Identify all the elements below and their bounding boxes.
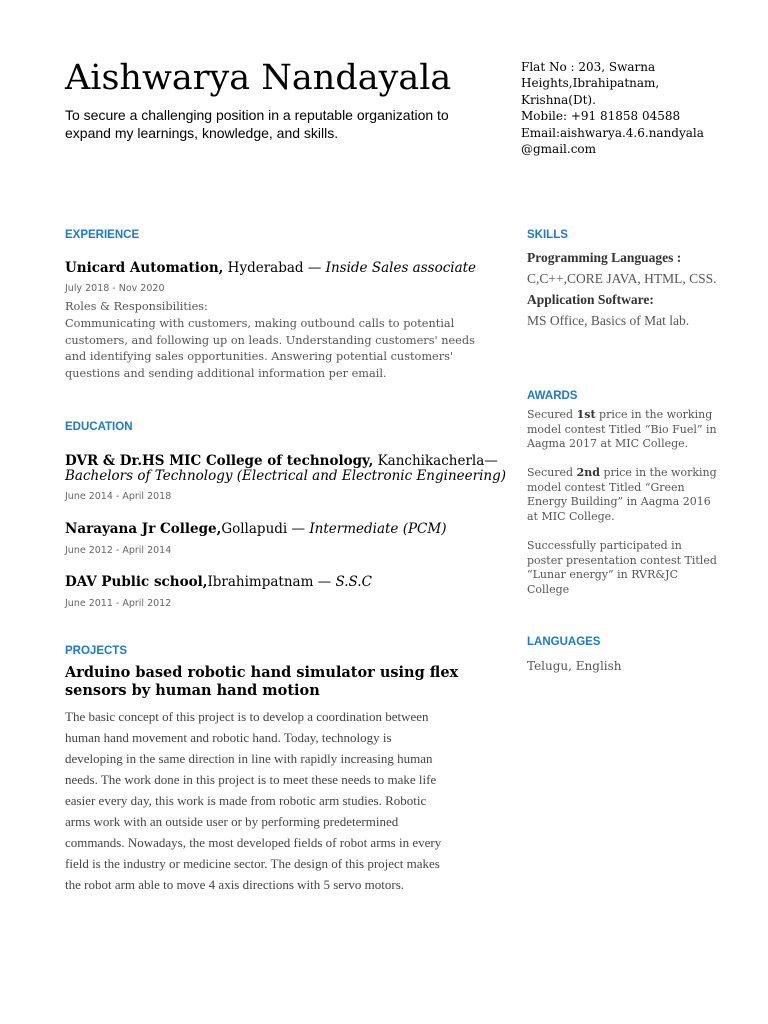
award-text: Secured xyxy=(527,466,577,479)
project-title: Arduino based robotic hand simulator using flex sensors by human hand motion xyxy=(65,664,459,699)
degree: Bachelors of Technology (Electrical and Electronic Engineering) xyxy=(65,468,507,484)
education-item-2 xyxy=(65,521,446,537)
application-label: Application Software: xyxy=(527,292,654,307)
languages-heading: LANGUAGES xyxy=(527,636,601,648)
education-degree-1 xyxy=(65,468,506,484)
education-dates-2: June 2012 - April 2014 xyxy=(65,545,172,556)
award-text: Secured xyxy=(527,408,577,421)
programming-value: C,C++,CORE JAVA, HTML, CSS. xyxy=(527,271,717,286)
roles-heading: Roles & Responsibilities: xyxy=(65,300,208,313)
company-name: Unicard Automation, xyxy=(65,260,224,276)
award-item-1 xyxy=(527,408,717,452)
school-place: Kanchikacherla— xyxy=(373,453,498,469)
education-dates-3: June 2011 - April 2012 xyxy=(65,598,172,609)
school-place: Gollapudi — xyxy=(221,521,310,537)
candidate-name: Aishwarya Nandayala xyxy=(65,58,452,98)
contact-mobile: Mobile: +91 81858 04588 xyxy=(521,109,681,124)
contact-email: Email:aishwarya.4.6.nandyala xyxy=(521,125,704,140)
school-place: Ibrahimpatnam — xyxy=(207,574,336,590)
experience-description: Communicating with customers, making outbound calls to potential customers, and following up on leads. Understanding customers' needs and identifying sales opportunities. Answering potential customers' questions and sending additional information per email. xyxy=(65,317,475,380)
education-item-3 xyxy=(65,574,372,590)
contact-block xyxy=(521,59,721,157)
awards-heading: AWARDS xyxy=(527,390,578,402)
experience-dates: July 2018 - Nov 2020 xyxy=(65,283,165,294)
project-line: human hand movement and robotic hand. Today, technology is xyxy=(65,730,392,745)
contact-line: Krishna(Dt). xyxy=(521,92,596,107)
award-item-3 xyxy=(527,539,717,597)
degree: Intermediate (PCM) xyxy=(309,521,447,537)
project-description xyxy=(65,706,485,895)
award-text: Successfully participated in poster presentation contest Titled “Lunar energy” in RVR&JC College xyxy=(527,539,717,596)
degree: S.S.C xyxy=(335,574,372,590)
programming-label: Programming Languages : xyxy=(527,250,682,265)
project-line: field is the industry or medicine sector. The design of this project makes xyxy=(65,856,440,871)
project-line: needs. The work done in this project is to meet these needs to make life xyxy=(65,772,437,787)
award-rank: 1st xyxy=(576,408,596,421)
project-line: commands. Nowadays, the most developed fields of robot arms in every xyxy=(65,835,442,850)
education-item-1 xyxy=(65,453,498,469)
application-value: MS Office, Basics of Mat lab. xyxy=(527,313,690,328)
award-text: price in the working model contest Titled “Bio Fuel” in Aagma 2017 at MIC College. xyxy=(527,408,717,451)
education-dates-1: June 2014 - April 2018 xyxy=(65,491,172,502)
experience-title-line xyxy=(65,260,476,276)
company-location: Hyderabad — xyxy=(223,260,326,276)
projects-heading: PROJECTS xyxy=(65,645,127,657)
project-line: The basic concept of this project is to develop a coordination between xyxy=(65,709,429,724)
education-heading: EDUCATION xyxy=(65,421,133,433)
school-name: DVR & Dr.HS MIC College of technology, xyxy=(65,453,374,469)
experience-heading: EXPERIENCE xyxy=(65,229,140,241)
languages-value: Telugu, English xyxy=(527,659,622,673)
school-name: DAV Public school, xyxy=(65,574,208,590)
skills-heading: SKILLS xyxy=(527,229,568,241)
award-text: price in the working model contest Titled “Green Energy Building” in Aagma 2016 at MIC College. xyxy=(527,466,717,523)
project-line: arms work with an outside user or by performing predetermined xyxy=(65,814,399,829)
award-rank: 2nd xyxy=(576,466,600,479)
project-line: developing in the same direction in line with rapidly increasing human xyxy=(65,751,433,766)
contact-line: Heights,Ibrahipatnam, xyxy=(521,76,660,91)
award-item-2 xyxy=(527,466,717,524)
job-role: Inside Sales associate xyxy=(325,260,477,276)
contact-line: Flat No : 203, Swarna xyxy=(521,60,656,74)
school-name: Narayana Jr College, xyxy=(65,521,222,537)
project-line: easier every day, this work is made from robotic arm studies. Robotic xyxy=(65,793,427,808)
contact-email-cont: @gmail.com xyxy=(521,142,597,157)
project-line: the robot arm able to move 4 axis directions with 5 servo motors. xyxy=(65,877,405,892)
skills-block xyxy=(527,247,717,331)
objective-statement: To secure a challenging position in a reputable organization to expand my learnings, knowledge, and skills. xyxy=(65,107,449,141)
